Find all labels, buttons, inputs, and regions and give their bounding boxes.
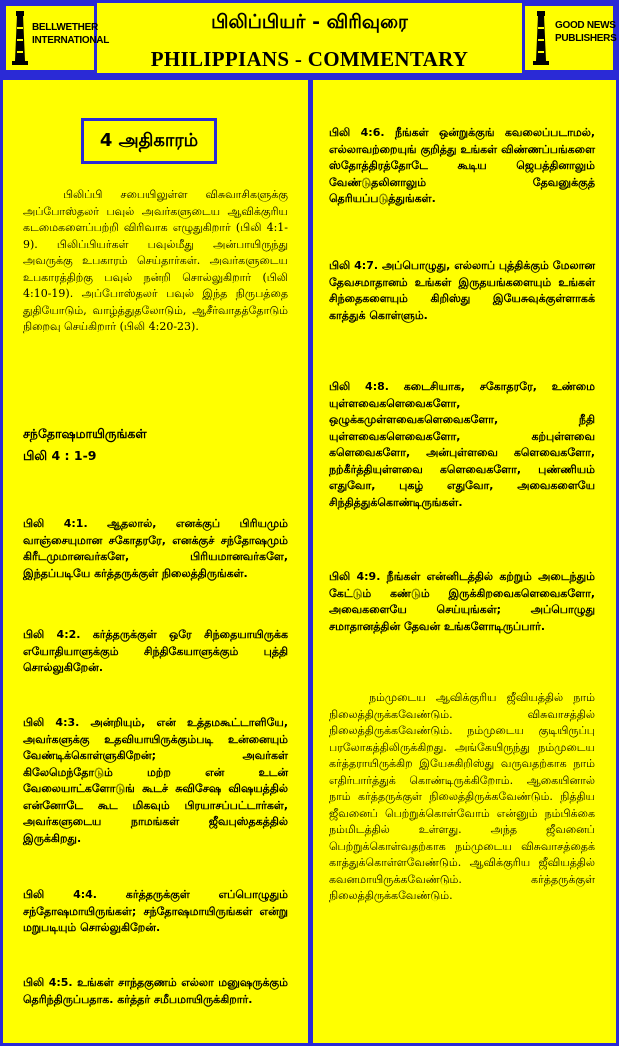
bellwether-logo-text: BELLWETHER INTERNATIONAL — [32, 22, 110, 46]
good-news-logo — [522, 3, 616, 73]
title-area — [97, 3, 522, 73]
verse-4-8: பிலி 4:8. கடைசியாக, சகோதரரே, உண்மை யுள்ளவைகளெவைகளோ, ஒழுக்கமுள்ளவைகளெவைகளோ, நீதி யுள்ளவைகளெவைகளோ, கற்புள்ளவை களெவைகளோ, அன்புள்ளவை களெவைகளோ, நற்கீர்த்தியுள்ளவை களெவைகளோ, புண்ணியம் எதுவோ, புகழ் எதுவோ, அவைகளையே சிந்தித்துக்கொண்டிருங்கள். — [329, 380, 595, 509]
page-title-tamil: பிலிப்பியர் - விரிவுரை — [211, 11, 408, 33]
verse-4-4: பிலி 4:4. கர்த்தருக்குள் எப்பொழுதும் சந்தோஷமாயிருங்கள்; சந்தோஷமாயிருங்கள் என்று மறுபடியும் சொல்லுகிறேன். — [23, 888, 288, 934]
verse-4-5: பிலி 4:5. உங்கள் சாந்தகுணம் எல்லா மனுஷருக்கும் தெரிந்திருப்பதாக. கர்த்தர் சமீபமாயிருக்கிறார். — [23, 976, 288, 1006]
lighthouse-icon — [529, 9, 553, 69]
section-reference: பிலி 4 : 1-9 — [23, 448, 97, 463]
bellwether-logo — [3, 3, 110, 73]
verse-4-1: பிலி 4:1. ஆதலால், எனக்குப் பிரியமும் வாஞ்சையுமான சகோதரரே, எனக்குச் சந்தோஷமும் கிரீடமுமானவர்களே, பிரியமானவர்களே, இந்தப்படியே கர்த்தருக்குள் நிலைத்திருங்கள். — [23, 517, 288, 580]
verse-4-3: பிலி 4:3. அன்றியும், என் உத்தமகூட்டாளியே, அவர்களுக்கு உதவியாயிருக்கும்படி உன்னையும் வேண்டிக்கொள்ளுகிறேன்; அவர்கள் கிலேமெந்தோடும் மற்ற என் உடன் வேலையாட்களோடுங் கூடச் சுவிசேஷ விஷயத்தில் என்னோடே கூட மிகவும் பிரயாசப்பட்டார்கள், அவர்களுடைய நாமங்கள் ஜீவபுஸ்தகத்தில் இருக்கிறது. — [23, 716, 288, 845]
page-title-english: PHILIPPIANS - COMMENTARY — [150, 47, 469, 71]
verse-4-9: பிலி 4:9. நீங்கள் என்னிடத்தில் கற்றும் அடைந்தும் கேட்டும் கண்டும் இருக்கிறவைகளெவைகளோ, அவைகளையே செய்யுங்கள்; அப்பொழுது சமாதானத்தின் தேவன் உங்களோடிருப்பார். — [329, 570, 595, 633]
good-news-logo-text: GOOD NEWS PUBLISHERS — [555, 20, 617, 44]
intro-paragraph: பிலிப்பி சபையிலுள்ள விசுவாசிகளுக்கு அப்போஸ்தலர் பவுல் அவர்களுடைய ஆவிக்குரிய கடமைகளைப்பற்றி விரிவாக எழுதுகிறார் (பிலி 4:1-9). பிலிப்பியர்கள் பவுல்மீது அன்பாயிருந்து அவருக்கு உபகாரம் செய்தார்கள். அவர்களுடைய உபகாரத்திற்கு பவுல் நன்றி சொல்லுகிறார் (பிலி 4:10-19). அப்போஸ்தலர் பவுல் இந்த நிருபத்தை துதியோடும், வாழ்த்துதலோடும், ஆசீர்வாதத்தோடும் நிறைவு செய்கிறார் (பிலி 4:20-23). — [23, 188, 288, 333]
lighthouse-icon — [8, 9, 32, 69]
chapter-label: 4 அதிகாரம் — [81, 118, 217, 164]
right-column — [313, 80, 616, 1043]
left-column — [3, 80, 308, 1043]
verse-4-7: பிலி 4:7. அப்பொழுது, எல்லாப் புத்திக்கும் மேலான தேவசமாதானம் உங்கள் இருதயங்களையும் உங்கள் சிந்தைகளையும் கிறிஸ்து இயேசுவுக்குள்ளாகக் காத்துக் கொள்ளும். — [329, 259, 595, 322]
commentary-paragraph: நம்முடைய ஆவிக்குரிய ஜீவியத்தில் நாம் நிலைத்திருக்கவேண்டும். விசுவாசத்தில் நிலைத்திருக்கவேண்டும். நம்முடைய குடியிருப்பு பரலோகத்திலிருக்கிறது. அங்கேயிருந்து நம்முடைய கர்த்தராயிருக்கிற இயேசுகிறிஸ்து வருவதற்காக நாம் எதிர்பார்த்துக் கொண்டிருக்கிறோம். ஆகையினால் நாம் கர்த்தருக்குள் நிலைத்திருக்கவேண்டும். நித்திய ஜீவனைப் பெற்றுக்கொள்வோம் என்னும் நம்பிக்கை நம்மிடத்தில் உள்ளது. அந்த ஜீவனைப் பெற்றுக்கொள்வதற்காக நம்முடைய விசுவாசத்தைக் காத்துக்கொள்ளவேண்டும். ஆவிக்குரிய ஜீவியத்தில் கவனமாயிருக்கவேண்டும். கர்த்தருக்குள் நிலைத்திருக்கவேண்டும். — [329, 691, 595, 902]
verse-4-6: பிலி 4:6. நீங்கள் ஒன்றுக்குங் கவலைப்படாமல், எல்லாவற்றையுங் குறித்து உங்கள் விண்ணப்பங்களை ஸ்தோத்திரத்தோடே கூடிய ஜெபத்தினாலும் வேண்டுதலினாலும் தேவனுக்குத் தெரியப்படுத்துங்கள். — [329, 126, 595, 205]
verse-4-2: பிலி 4:2. கர்த்தருக்குள் ஒரே சிந்தையாயிருக்க எயோதியாளுக்கும் சிந்திகேயாளுக்கும் புத்தி சொல்லுகிறேன். — [23, 628, 288, 674]
page-header — [3, 3, 616, 73]
section-title: சந்தோஷமாயிருங்கள் — [23, 426, 147, 441]
